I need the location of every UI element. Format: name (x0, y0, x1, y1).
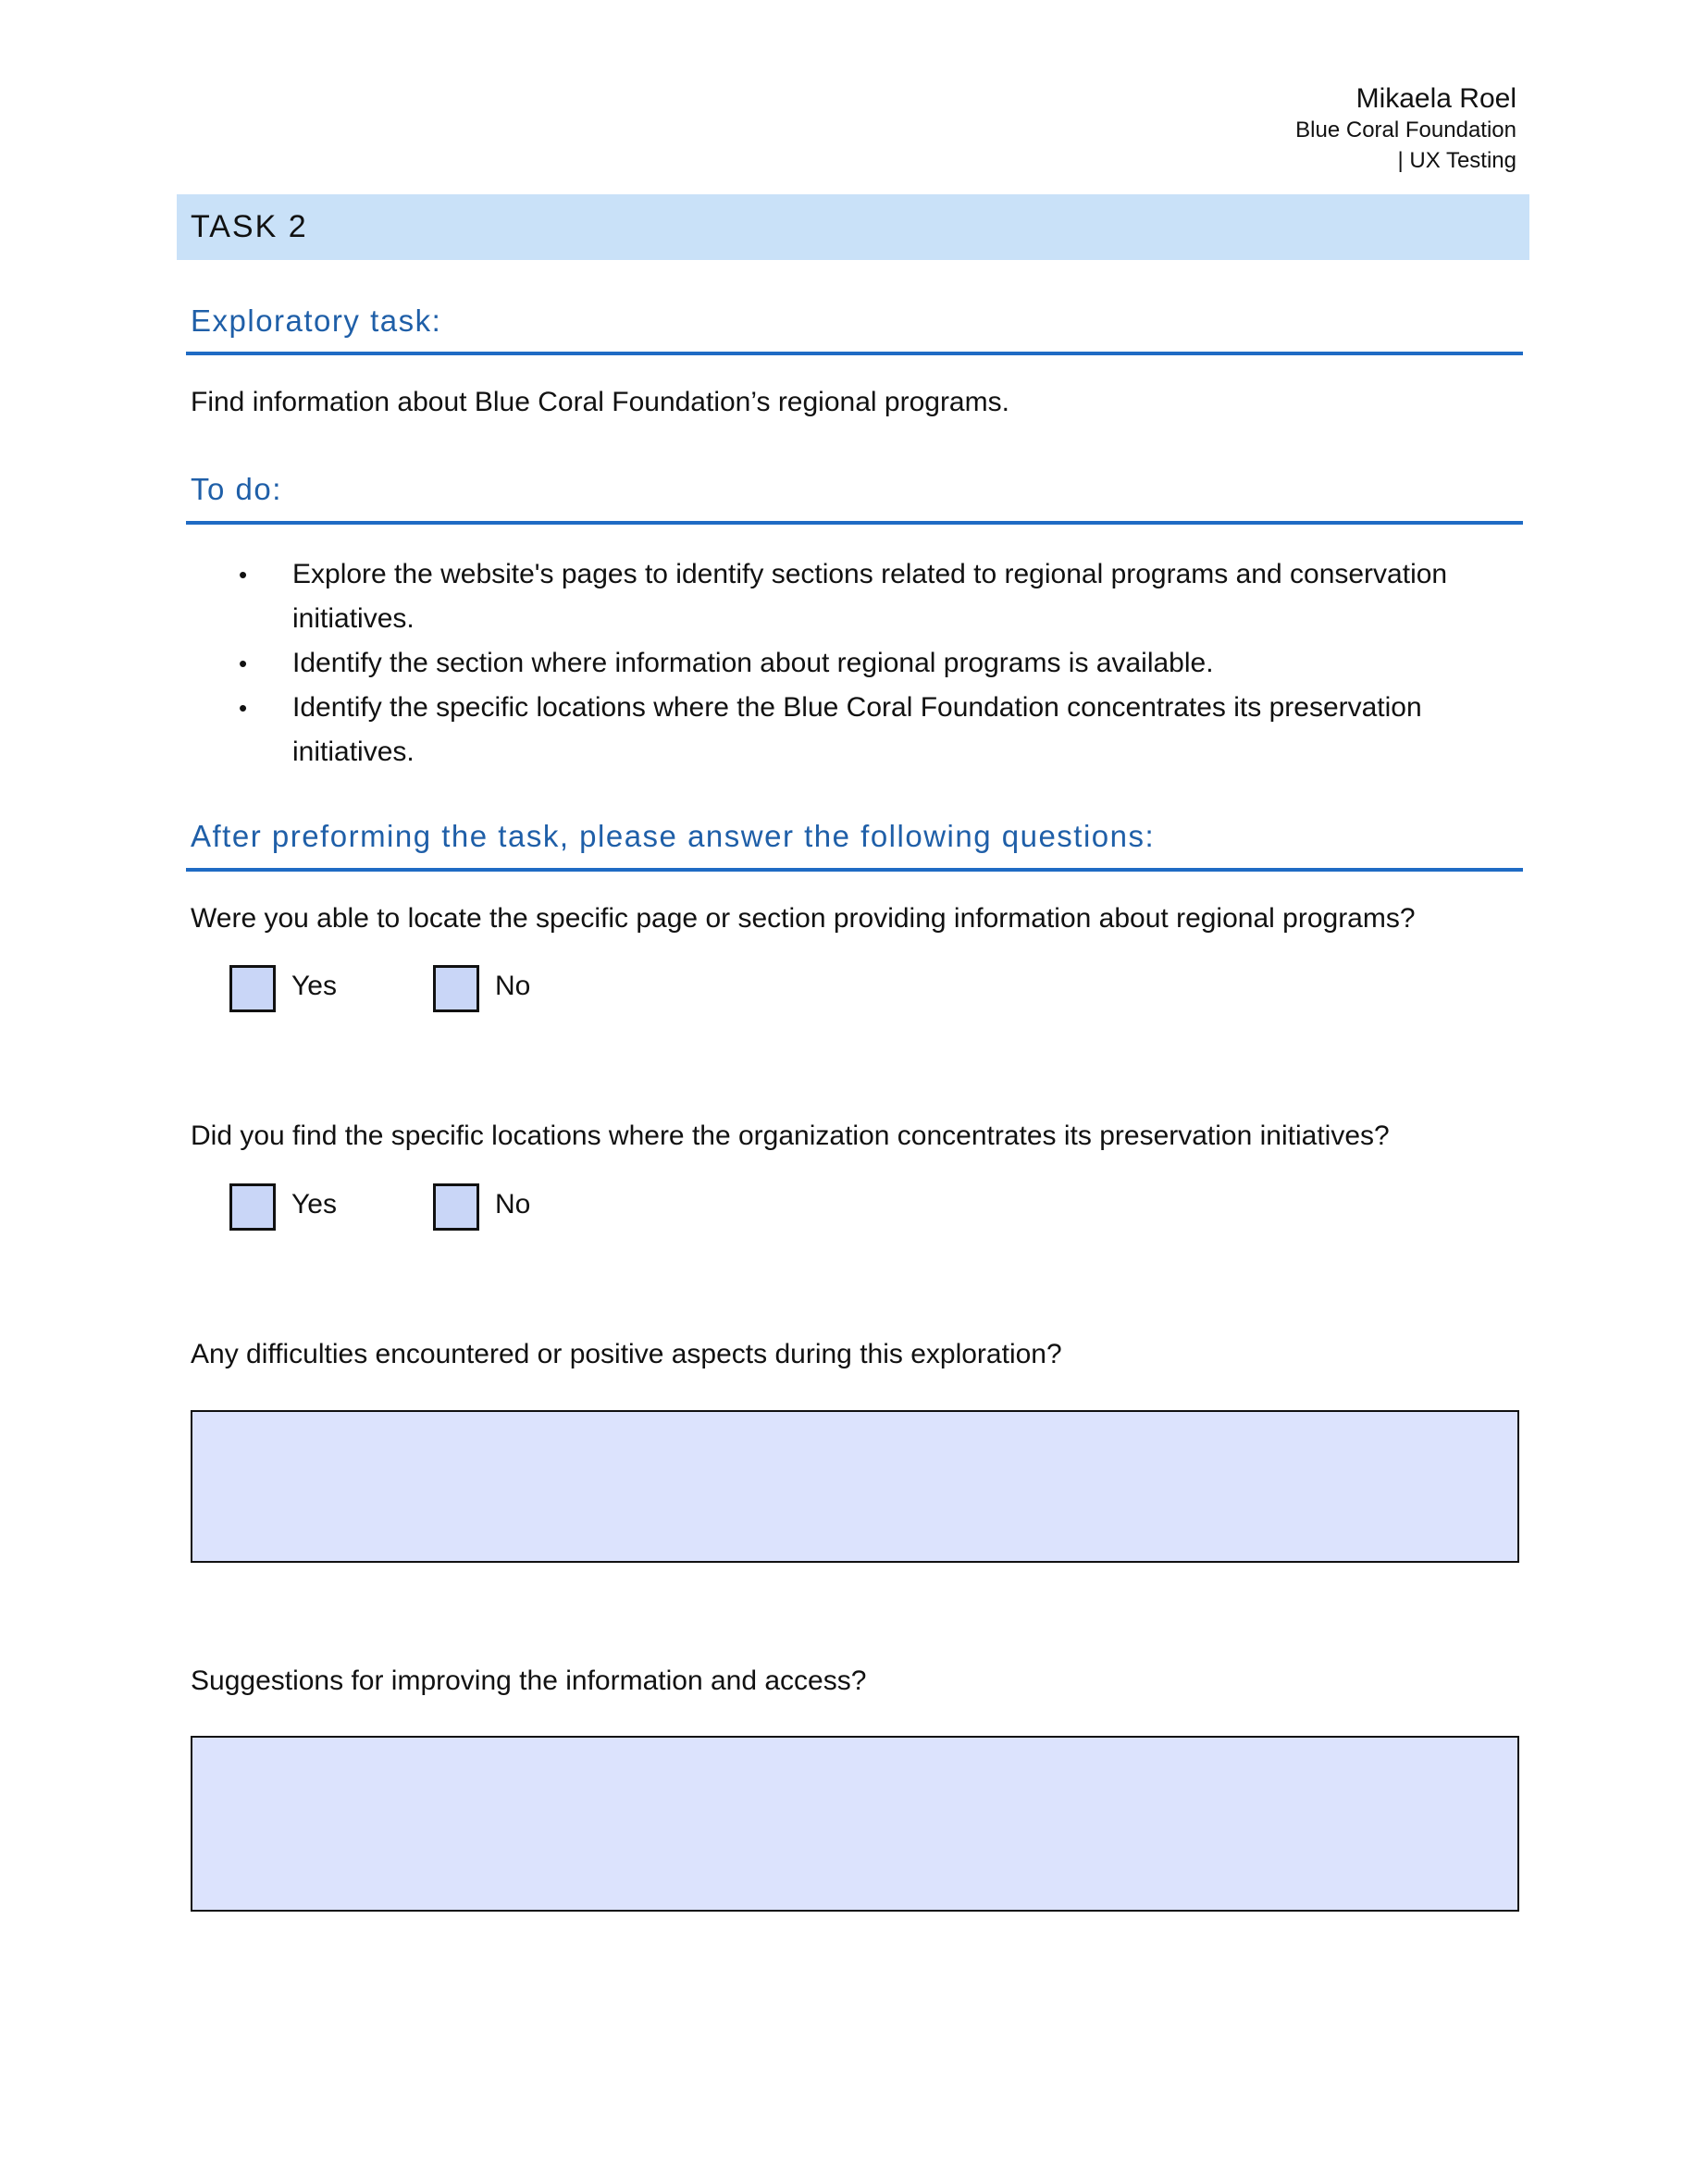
todo-item (239, 686, 1532, 774)
question-1-options (229, 965, 600, 1017)
author-name: Mikaela Roel (1355, 83, 1516, 114)
q2-yes-label: Yes (291, 1189, 337, 1220)
header-subtitle: | UX Testing (1397, 148, 1516, 173)
exploratory-heading: Exploratory task: (191, 303, 442, 338)
question-2-options (229, 1183, 600, 1235)
todo-item (239, 641, 1532, 686)
todo-list (239, 552, 1532, 774)
task-title: TASK 2 (191, 209, 308, 244)
todo-item-text: Identify the section where information about regional programs is available. (292, 648, 1214, 678)
organization-name: Blue Coral Foundation (1295, 118, 1516, 142)
question-4-text: Suggestions for improving the information and access? (191, 1665, 867, 1696)
exploratory-rule (186, 352, 1523, 355)
document-header (1295, 83, 1516, 176)
todo-rule (186, 521, 1523, 525)
bullet-icon: • (239, 561, 248, 588)
questions-heading: After preforming the task, please answer the following questions: (191, 819, 1156, 853)
todo-item-text: Identify the specific locations where the Blue Coral Foundation concentrates its preservation initiatives. (292, 692, 1422, 767)
exploratory-text: Find information about Blue Coral Foundation’s regional programs. (191, 387, 1009, 417)
q2-no-checkbox[interactable] (433, 1183, 479, 1231)
question-1-text: Were you able to locate the specific page or section providing information about regional programs? (191, 903, 1416, 934)
q2-no-label: No (495, 1189, 531, 1220)
q1-no-label: No (495, 971, 531, 1001)
todo-item (239, 552, 1532, 641)
question-3-text: Any difficulties encountered or positive aspects during this exploration? (191, 1339, 1062, 1369)
q1-yes-label: Yes (291, 971, 337, 1001)
q4-answer-field[interactable] (191, 1736, 1519, 1912)
todo-heading: To do: (191, 472, 282, 506)
q1-no-checkbox[interactable] (433, 965, 479, 1012)
todo-item-text: Explore the website's pages to identify sections related to regional programs and conservation initiatives. (292, 559, 1448, 634)
bullet-icon: • (239, 694, 248, 722)
bullet-icon: • (239, 650, 248, 677)
q1-yes-checkbox[interactable] (229, 965, 276, 1012)
q2-yes-checkbox[interactable] (229, 1183, 276, 1231)
q3-answer-field[interactable] (191, 1410, 1519, 1563)
questions-rule (186, 868, 1523, 872)
question-2-text: Did you find the specific locations where the organization concentrates its preservation initiatives? (191, 1121, 1390, 1151)
task-banner (177, 194, 1529, 260)
